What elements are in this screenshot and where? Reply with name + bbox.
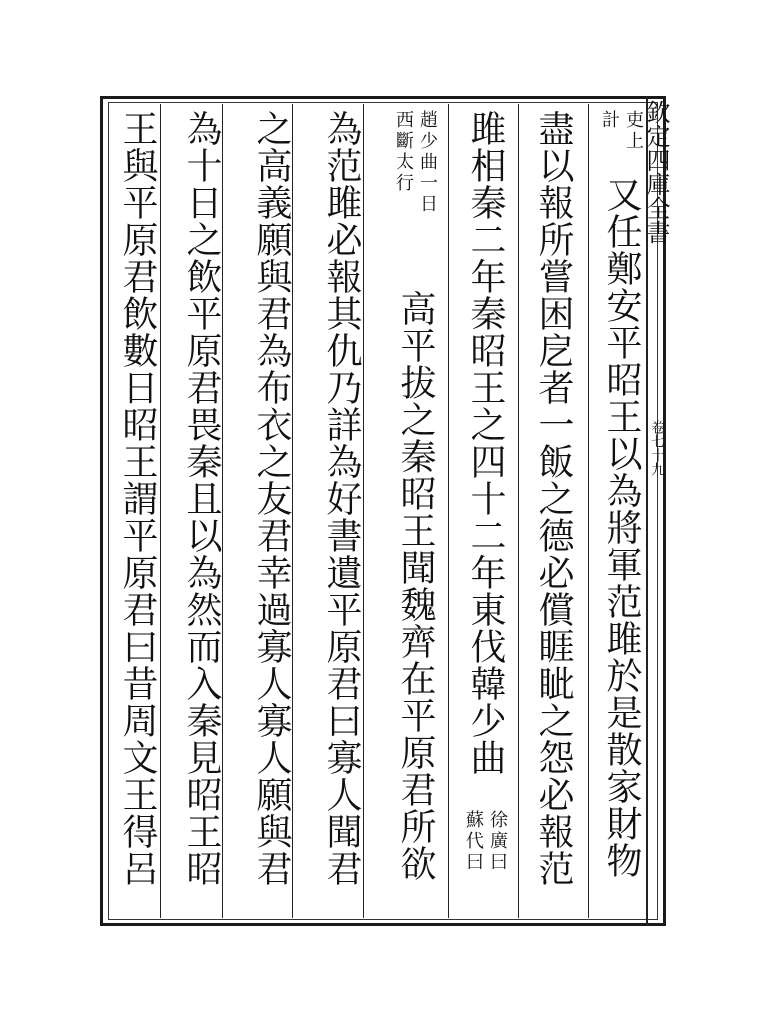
volume-number: 卷七十九 xyxy=(649,420,665,476)
text-column: 高平拔之秦昭王聞魏齊在平原君所欲 xyxy=(395,290,436,882)
annotation-right: 徐廣曰 xyxy=(487,810,508,873)
column-rule xyxy=(518,104,519,918)
text-column: 之高義願與君為布衣之友君幸過寡人寡人願與君 xyxy=(251,110,292,887)
annotation-block xyxy=(598,110,644,180)
annotation-right: 吏上 xyxy=(623,110,644,152)
annotation-left: 蘇代曰 xyxy=(463,810,484,873)
text-column: 雎相秦二年秦昭王之四十二年東伐韓少曲 xyxy=(465,110,506,776)
annotation-block xyxy=(462,810,508,920)
text-column: 盡以報所嘗困戹者一飯之德必償睚眦之怨必報范 xyxy=(533,110,574,887)
annotation-left: 西斷太行 xyxy=(393,110,414,194)
column-rule xyxy=(160,104,161,918)
text-column: 為范雎必報其仇乃詳為好書遺平原君曰寡人聞君 xyxy=(321,110,362,887)
text-column: 又任鄭安平昭王以為將軍范雎於是散家財物 xyxy=(601,176,642,879)
book-title: 欽定四庫全書 xyxy=(642,100,670,244)
column-rule xyxy=(448,104,449,918)
annotation-left: 計 xyxy=(599,110,620,131)
text-column: 為十日之飲平原君畏秦且以為然而入秦見昭王昭 xyxy=(181,110,222,887)
annotation-right: 趙少曲一日 xyxy=(417,110,438,215)
text-column: 王與平原君飲數日昭王謂平原君曰昔周文王得呂 xyxy=(117,110,158,887)
annotation-block xyxy=(392,110,438,290)
column-rule xyxy=(588,104,589,918)
